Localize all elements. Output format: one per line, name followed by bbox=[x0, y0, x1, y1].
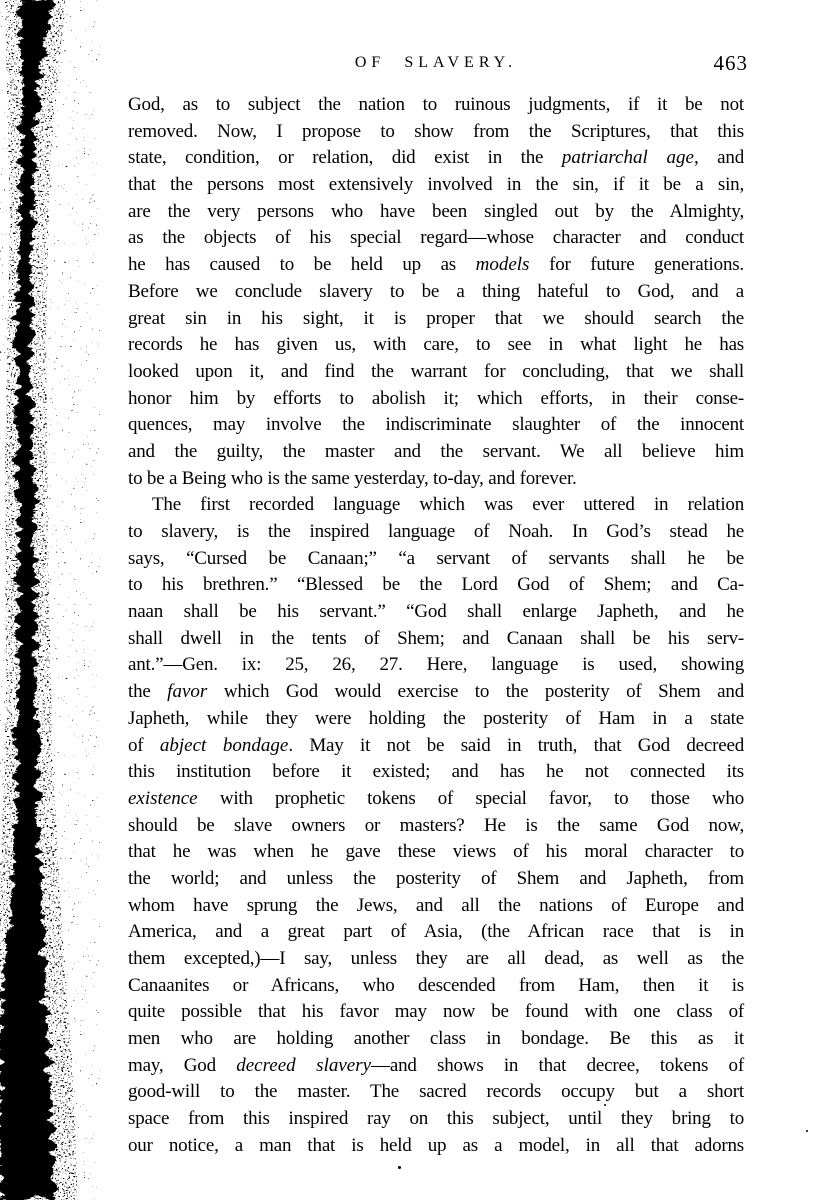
text-line: naan shall be his servant.” “God shall enlarge Japheth, and he bbox=[128, 601, 744, 623]
text-line: looked upon it, and find the warrant for concluding, that we shall bbox=[128, 360, 744, 382]
text-line: to his brethren.” “Blessed be the Lord God of Shem; and Ca- bbox=[128, 574, 744, 596]
text-line: quences, may involve the indiscriminate slaughter of the innocent bbox=[128, 414, 744, 436]
text-line: shall dwell in the tents of Shem; and Canaan shall be his serv- bbox=[128, 627, 744, 649]
page-body bbox=[128, 92, 744, 1160]
text-line: our notice, a man that is held up as a model, in all that adorns bbox=[128, 1134, 744, 1156]
text-line: the world; and unless the posterity of Shem and Japheth, from bbox=[128, 867, 744, 889]
ink-speck bbox=[398, 1166, 401, 1169]
text-line: says, “Cursed be Canaan;” “a servant of servants shall he be bbox=[128, 547, 744, 569]
text-line: and the guilty, the master and the servant. We all believe him bbox=[128, 440, 744, 462]
running-title: OF SLAVERY. bbox=[354, 54, 518, 71]
text-line: great sin in his sight, it is proper that we should search the bbox=[128, 307, 744, 329]
text-line: he has caused to be held up as models for future generations. bbox=[128, 254, 744, 276]
text-line: Japheth, while they were holding the posterity of Ham in a state bbox=[128, 707, 744, 729]
ink-speck bbox=[806, 1130, 808, 1132]
text-line: may, God decreed slavery—and shows in that decree, tokens of bbox=[128, 1054, 744, 1076]
text-line: are the very persons who have been singled out by the Almighty, bbox=[128, 200, 744, 222]
text-line: to slavery, is the inspired language of Noah. In God’s stead he bbox=[128, 521, 744, 542]
text-line: existence with prophetic tokens of special favor, to those who bbox=[128, 787, 744, 809]
text-line: ant.”—Gen. ix: 25, 26, 27. Here, language is used, showing bbox=[128, 654, 744, 676]
text-line: Canaanites or Africans, who descended from Ham, then it is bbox=[128, 974, 744, 996]
text-line: America, and a great part of Asia, (the African race that is in bbox=[128, 921, 744, 943]
text-line: that the persons most extensively involved in the sin, if it be a sin, bbox=[128, 174, 744, 196]
text-line: Before we conclude slavery to be a thing hateful to God, and a bbox=[128, 280, 744, 302]
text-line: the favor which God would exercise to the posterity of Shem and bbox=[128, 681, 744, 703]
text-line: that he was when he gave these views of his moral character to bbox=[128, 841, 744, 863]
text-line: as the objects of his special regard—whose character and conduct bbox=[128, 227, 744, 249]
ink-speck bbox=[604, 1104, 606, 1106]
text-line: of abject bondage. May it not be said in truth, that God decreed bbox=[128, 734, 744, 756]
text-line: honor him by efforts to abolish it; which efforts, in their conse- bbox=[128, 387, 744, 409]
text-line: state, condition, or relation, did exist in the patriarchal age, and bbox=[128, 147, 745, 169]
page-number: 463 bbox=[713, 51, 748, 75]
text-line: quite possible that his favor may now be found with one class of bbox=[128, 1001, 744, 1023]
text-line: to be a Being who is the same yesterday, to-day, and forever. bbox=[128, 467, 577, 489]
text-line: removed. Now, I propose to show from the Scriptures, that this bbox=[128, 120, 744, 142]
text-line: whom have sprung the Jews, and all the nations of Europe and bbox=[128, 894, 744, 916]
text-line: them excepted,)—I say, unless they are all dead, as well as the bbox=[128, 948, 744, 969]
text-line: God, as to subject the nation to ruinous judgments, if it be not bbox=[128, 94, 744, 115]
text-line: this institution before it existed; and has he not connected its bbox=[128, 761, 744, 783]
text-line: space from this inspired ray on this subject, until they bring to bbox=[128, 1108, 744, 1130]
text-line: men who are holding another class in bondage. Be this as it bbox=[128, 1028, 744, 1050]
text-line: The first recorded language which was ever uttered in relation bbox=[152, 494, 744, 516]
text-line: should be slave owners or masters? He is the same God now, bbox=[128, 814, 744, 836]
page-header bbox=[128, 51, 748, 75]
scan-gutter-artifact bbox=[0, 0, 110, 1200]
text-line: good-will to the master. The sacred records occupy but a short bbox=[128, 1081, 744, 1103]
text-line: records he has given us, with care, to see in what light he has bbox=[128, 334, 744, 356]
